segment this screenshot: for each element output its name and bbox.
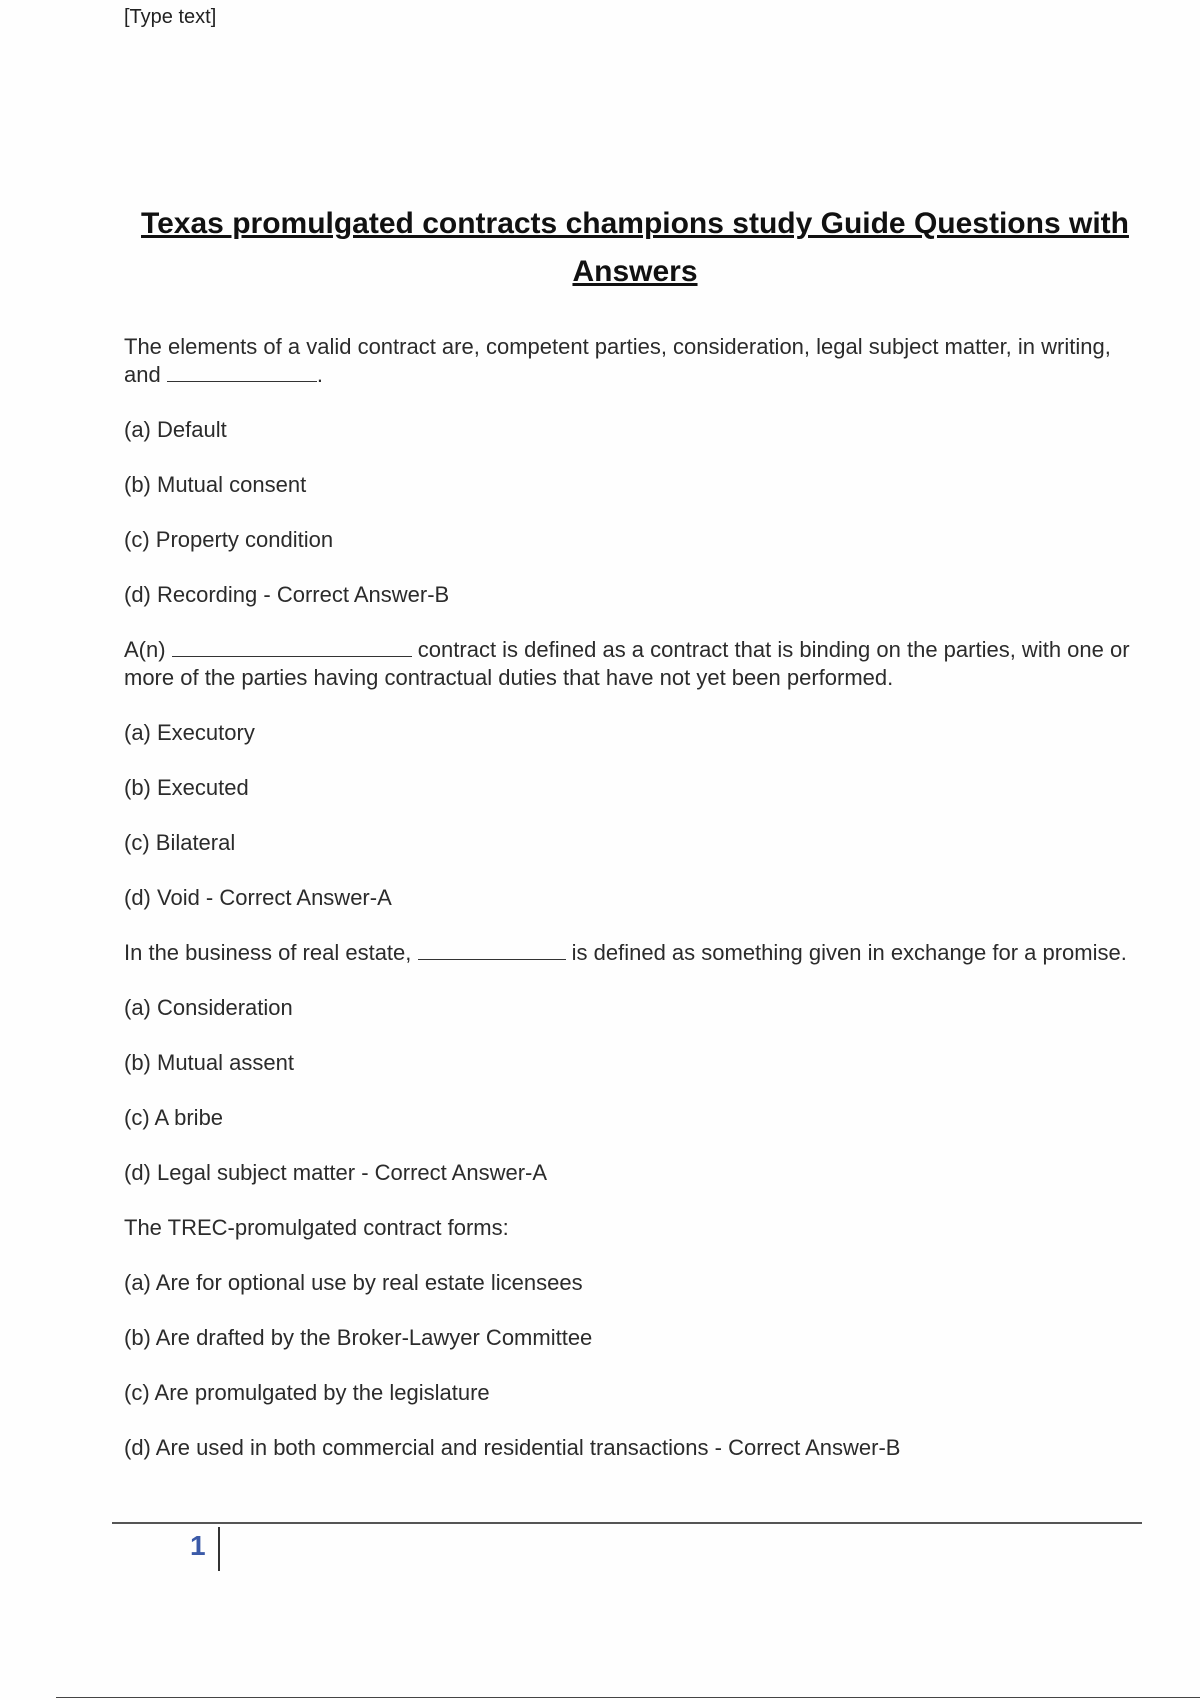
question-4-option-c: (c) Are promulgated by the legislature bbox=[124, 1380, 490, 1405]
question-1-option-b: (b) Mutual consent bbox=[124, 472, 307, 497]
question-1-suffix: . bbox=[316, 362, 323, 387]
page-bottom-edge bbox=[56, 1697, 1200, 1698]
answer-blank bbox=[172, 636, 412, 657]
question-4-option-d: (d) Are used in both commercial and residential transactions - Correct Answer-B bbox=[124, 1435, 901, 1460]
header-placeholder[interactable]: [Type text] bbox=[124, 6, 217, 28]
question-2-prefix: A(n) bbox=[124, 637, 172, 662]
question-2-option-c: (c) Bilateral bbox=[124, 830, 236, 855]
document-title: Texas promulgated contracts champions study Guide Questions with Answers bbox=[141, 207, 1129, 288]
answer-blank bbox=[167, 361, 317, 382]
question-3 bbox=[124, 939, 1134, 967]
page-number: 1 bbox=[190, 1530, 206, 1561]
question-3-suffix: is defined as something given in exchange for a promise. bbox=[565, 940, 1127, 965]
answer-blank bbox=[418, 939, 566, 960]
question-2-option-d: (d) Void - Correct Answer-A bbox=[124, 885, 392, 910]
page-number-divider bbox=[218, 1527, 220, 1571]
question-2-suffix: contract is defined as a contract that is binding on the parties, with one or more of the parties having contractual duties that have not yet been performed. bbox=[124, 637, 1130, 690]
question-3-option-d: (d) Legal subject matter - Correct Answer-A bbox=[124, 1160, 548, 1185]
question-3-option-b: (b) Mutual assent bbox=[124, 1050, 294, 1075]
question-2 bbox=[124, 636, 1134, 692]
footer-divider bbox=[112, 1522, 1142, 1524]
question-1-option-a: (a) Default bbox=[124, 417, 227, 442]
question-4-option-b: (b) Are drafted by the Broker-Lawyer Committee bbox=[124, 1325, 593, 1350]
question-3-prefix: In the business of real estate, bbox=[124, 940, 418, 965]
question-4-prefix: The TREC-promulgated contract forms: bbox=[124, 1215, 509, 1240]
question-1-prefix: The elements of a valid contract are, competent parties, consideration, legal subject matter, in writing, and bbox=[124, 334, 1111, 387]
question-3-option-a: (a) Consideration bbox=[124, 995, 293, 1020]
question-3-option-c: (c) A bribe bbox=[124, 1105, 224, 1130]
question-list bbox=[124, 333, 1134, 1489]
question-2-option-a: (a) Executory bbox=[124, 720, 255, 745]
question-4-option-a: (a) Are for optional use by real estate licensees bbox=[124, 1270, 583, 1295]
question-2-option-b: (b) Executed bbox=[124, 775, 249, 800]
question-1 bbox=[124, 333, 1134, 389]
question-1-option-d: (d) Recording - Correct Answer-B bbox=[124, 582, 450, 607]
question-4 bbox=[124, 1214, 1134, 1242]
question-1-option-c: (c) Property condition bbox=[124, 527, 334, 552]
